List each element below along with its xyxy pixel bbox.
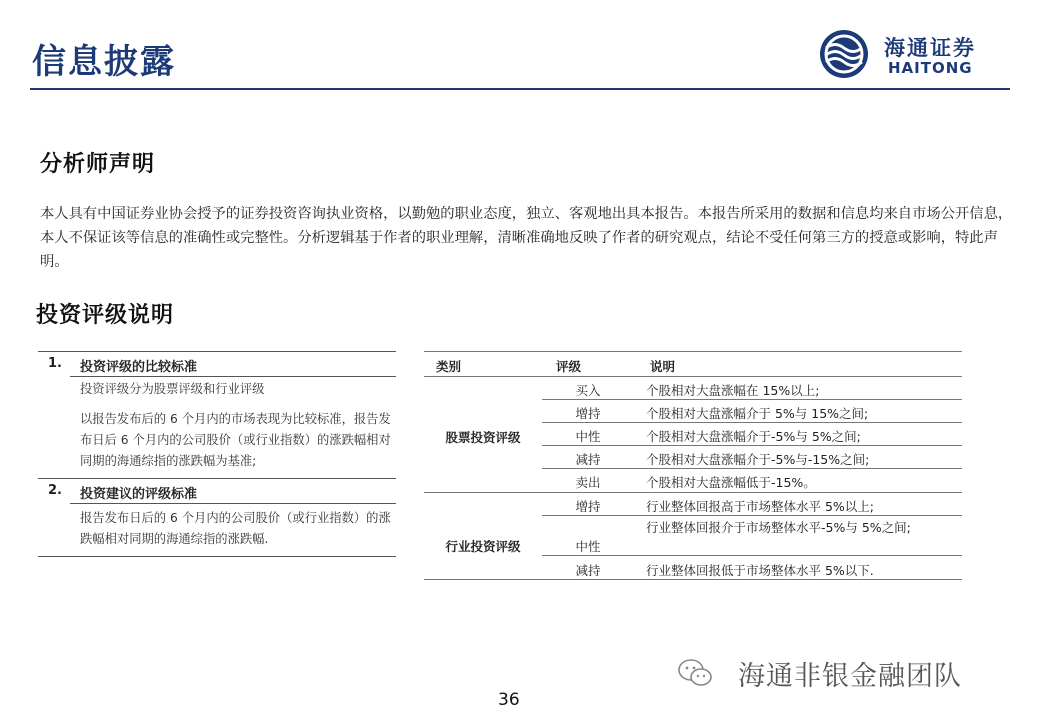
rating-explanation-heading: 投资评级说明 (36, 302, 175, 328)
industry-rating-label: 行业投资评级 (445, 539, 521, 554)
table-rule (424, 492, 962, 493)
section-number: 1. (48, 356, 62, 371)
rating-description: 行业整体回报介于市场整体水平-5%与 5%之间; (646, 520, 911, 535)
rating-description: 行业整体回报高于市场整体水平 5%以上; (646, 499, 875, 514)
rating-description: 行业整体回报低于市场整体水平 5%以下. (646, 563, 874, 578)
criteria-section-1-title-row (38, 352, 396, 376)
rating-value: 中性 (575, 429, 601, 444)
watermark-text: 海通非银金融团队 (738, 661, 962, 692)
rating-value: 中性 (575, 539, 601, 554)
divider (70, 503, 396, 504)
rating-value: 增持 (575, 499, 601, 514)
analyst-statement-heading: 分析师声明 (40, 151, 156, 177)
table-rule (542, 468, 962, 469)
header-category: 类别 (436, 359, 462, 374)
table-header-row (424, 351, 962, 376)
haitong-logo-icon (818, 28, 870, 80)
table-rule (424, 579, 962, 580)
table-rule (424, 376, 962, 377)
table-rule (542, 555, 962, 556)
criteria-section-2-title-row (38, 479, 396, 503)
logo-english-name: HAITONG (888, 59, 973, 77)
section-title: 投资建议的评级标准 (80, 487, 198, 502)
section-title: 投资评级的比较标准 (80, 360, 198, 375)
haitong-logo (818, 28, 1008, 80)
wechat-watermark (678, 652, 1008, 692)
stock-rating-label: 股票投资评级 (445, 430, 521, 445)
criteria-text: 报告发布日后的 6 个月内的公司股价（或行业指数）的涨跌幅相对同期的海通综指的涨跌幅. (80, 511, 391, 546)
criteria-text: 投资评级分为股票评级和行业评级 (80, 382, 265, 396)
rating-value: 增持 (575, 406, 601, 421)
divider (70, 376, 396, 377)
analyst-statement-text: 本人具有中国证券业协会授予的证券投资咨询执业资格，以勤勉的职业态度，独立、客观地出具本报告。本报告所采用的数据和信息均来自市场公开信息，本人不保证该等信息的准确性或完整性。分析逻辑基于作者的职业理解，清晰准确地反映了作者的研究观点，结论不受任何第三方的授意或影响，特此声明。 (40, 206, 1013, 270)
rating-criteria (38, 351, 396, 557)
table-rule (542, 399, 962, 400)
wechat-icon (678, 658, 712, 688)
logo-chinese-name: 海通证券 (884, 35, 976, 60)
table-rule (542, 515, 962, 516)
rating-description: 个股相对大盘涨幅低于-15%。 (646, 475, 816, 490)
rating-value: 卖出 (575, 475, 601, 490)
rating-description: 个股相对大盘涨幅介于-5%与 5%之间; (646, 429, 861, 444)
page-title: 信息披露 (32, 42, 176, 82)
rating-value: 减持 (575, 452, 601, 467)
rating-description: 个股相对大盘涨幅在 15%以上; (646, 383, 820, 398)
table-rule (542, 422, 962, 423)
table-rule (542, 445, 962, 446)
header-description: 说明 (650, 359, 676, 374)
section-number: 2. (48, 483, 62, 498)
rating-description: 个股相对大盘涨幅介于-5%与-15%之间; (646, 452, 870, 467)
title-divider (30, 88, 1010, 90)
rating-value: 减持 (575, 563, 601, 578)
criteria-text: 以报告发布后的 6 个月内的市场表现为比较标准，报告发布日后 6 个月内的公司股价（或行业指数）的涨跌幅相对同期的海通综指的涨跌幅为基准; (80, 412, 391, 468)
divider (38, 556, 396, 557)
page-number: 36 (498, 690, 520, 710)
header-rating: 评级 (556, 359, 582, 374)
rating-value: 买入 (575, 383, 601, 398)
rating-description: 个股相对大盘涨幅介于 5%与 15%之间; (646, 406, 869, 421)
rating-table (424, 351, 962, 578)
